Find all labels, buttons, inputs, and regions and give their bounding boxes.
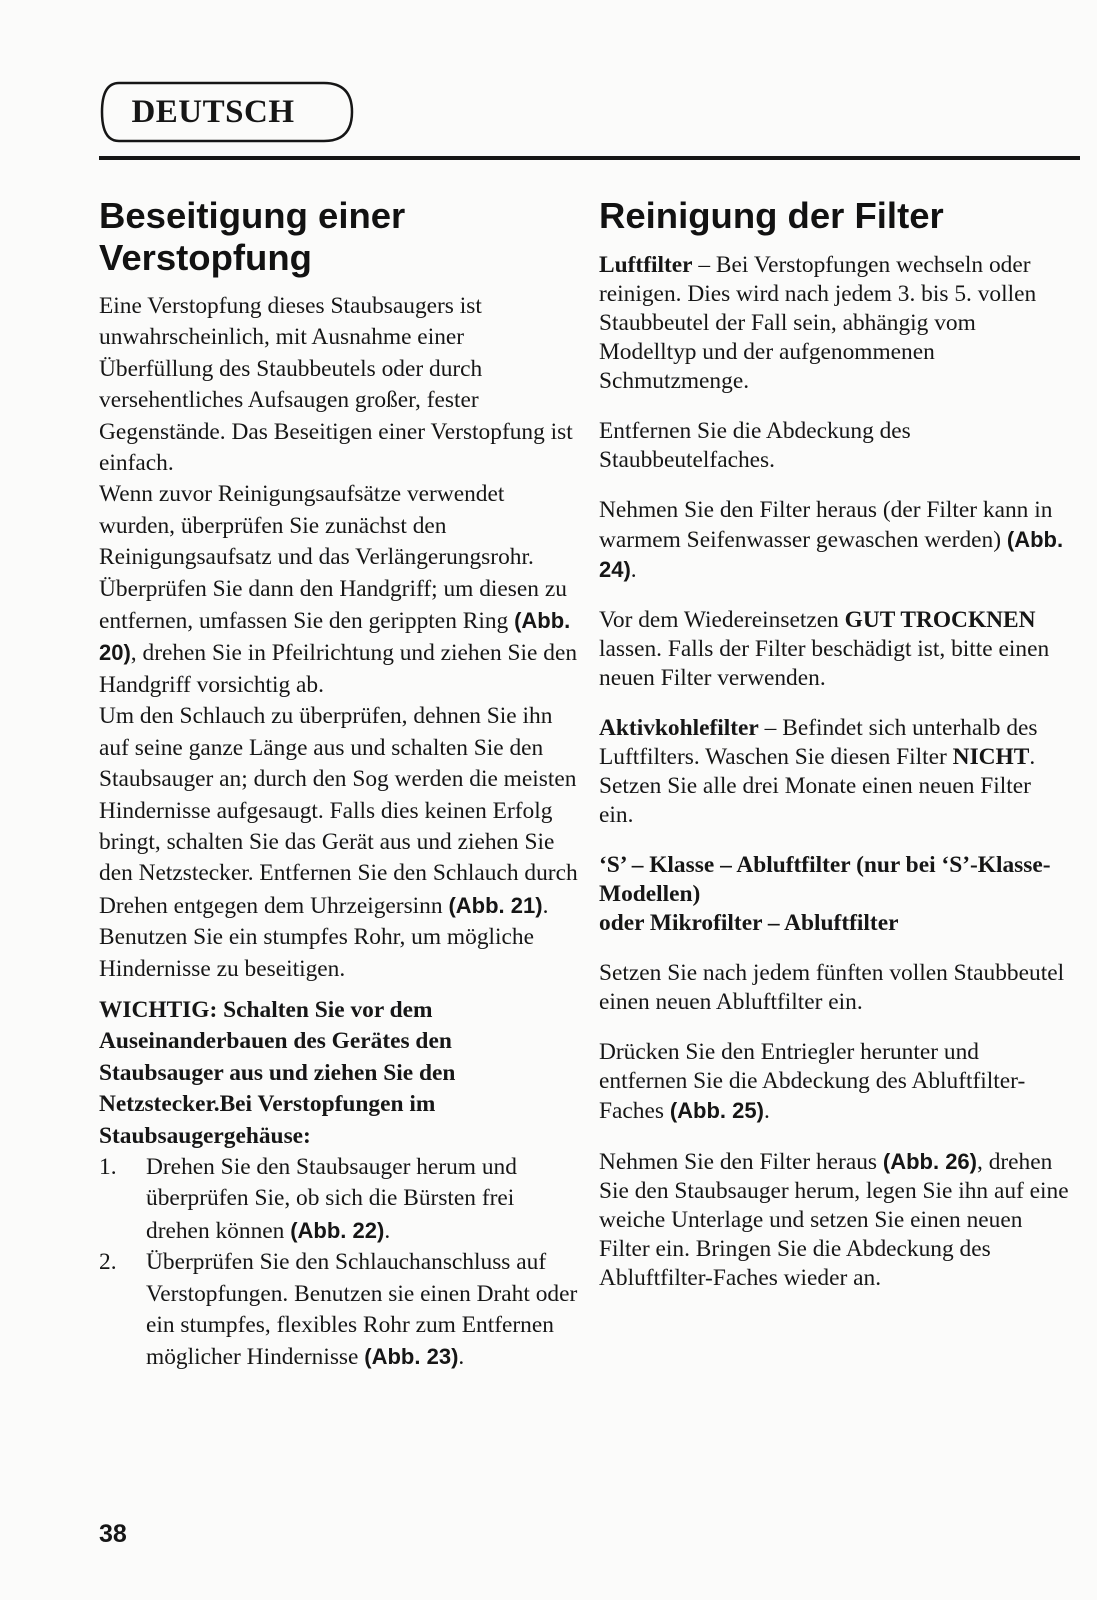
list-item: 1. Drehen Sie den Staubsauger herum und überprüfen Sie, ob sich die Bürsten frei drehen können (Abb. 22).	[99, 1153, 517, 1244]
warning-text: WICHTIG: Schalten Sie vor dem Auseinanderbauen des Gerätes den Staubsauger aus und ziehen Sie den Netzstecker.Bei Verstopfungen im Staubsaugergehäuse:	[99, 996, 456, 1149]
section-title-blockage: Beseitigung einer Verstopfung	[99, 195, 406, 278]
figure-reference: (Abb. 26)	[882, 1149, 977, 1174]
paragraph-air-filter: Luftfilter – Bei Verstopfungen wechseln oder reinigen. Dies wird nach jedem 3. bis 5. vollen Staubbeutel der Fall sein, abhängig vom Modelltyp und der aufgenommenen Schmutzmenge.	[599, 252, 1037, 394]
subheading-exhaust-filter: ‘S’ – Klasse – Abluftfilter (nur bei ‘S’-Klasse-Modellen) oder Mikrofilter – Abluftfilter	[599, 852, 1051, 936]
language-tab-label: DEUTSCH	[131, 93, 295, 130]
figure-reference: (Abb. 25)	[669, 1098, 764, 1123]
paragraph-latch: Drücken Sie den Entriegler herunter und entfernen Sie die Abdeckung des Abluftfilter-Faches (Abb. 25).	[599, 1039, 1026, 1124]
left-column	[99, 195, 579, 1374]
figure-reference: (Abb. 22)	[290, 1217, 385, 1243]
figure-reference: (Abb. 23)	[364, 1344, 459, 1370]
paragraph-cover: Entfernen Sie die Abdeckung des Staubbeutelfaches.	[599, 418, 911, 473]
paragraph-attachments: Wenn zuvor Reinigungsaufsätze verwendet wurden, überprüfen Sie zunächst den Reinigungsaufsatz und das Verlängerungsrohr. Überprüfen Sie dann den Handgriff; um diesen zu entfernen, umfassen Sie den gerippten Ring (Abb. 20), drehen Sie in Pfeilrichtung und ziehen Sie den Handgriff vorsichtig ab.	[99, 481, 578, 698]
section-title-filters: Reinigung der Filter	[599, 195, 944, 236]
paragraph-hose: Um den Schlauch zu überprüfen, dehnen Sie ihn auf seine ganze Länge aus und schalten Sie den Staubsauger an; durch den Sog werden die meisten Hindernisse aufgesaugt. Falls dies keinen Erfolg	[99, 703, 577, 824]
paragraph-hose-remove: bringt, schalten Sie das Gerät aus und ziehen Sie den Netzstecker. Entfernen Sie den Schlauch durch Drehen entgegen dem Uhrzeigersinn (Abb. 21). Benutzen Sie ein stumpfes Rohr, um mögliche Hindernisse zu beseitigen.	[99, 828, 578, 982]
figure-reference: (Abb. 20)	[99, 608, 571, 666]
paragraph-exhaust: Setzen Sie nach jedem fünften vollen Staubbeutel einen neuen Abluftfilter ein.	[599, 960, 1065, 1015]
page-number: 38	[99, 1520, 127, 1548]
steps-list	[99, 1152, 579, 1374]
paragraph-new-filter: Nehmen Sie den Filter heraus (Abb. 26), drehen Sie den Staubsauger herum, legen Sie ihn auf eine weiche Unterlage und setzen Sie einen neuen Filter ein. Bringen Sie die Abdeckung des Abluftfilter-Faches wieder an.	[599, 1149, 1069, 1291]
header-rule	[99, 156, 1080, 160]
paragraph-dry: Vor dem Wiedereinsetzen GUT TROCKNEN lassen. Falls der Filter beschädigt ist, bitte einen neuen Filter verwenden.	[599, 607, 1050, 691]
paragraph-carbon-filter: Aktivkohlefilter – Befindet sich unterhalb des Luftfilters. Waschen Sie diesen Filter NICHT. Setzen Sie alle drei Monate einen neuen Filter ein.	[599, 715, 1038, 828]
paragraph-intro: Eine Verstopfung dieses Staubsaugers ist unwahrscheinlich, mit Ausnahme einer Überfüllung des Staubbeutels oder durch versehentliches Aufsaugen großer, fester Gegenstände. Das Beseitigen einer Verstopfung ist einfach.	[99, 293, 573, 477]
language-tab	[99, 80, 357, 144]
paragraph-filter-out: Nehmen Sie den Filter heraus (der Filter kann in warmem Seifenwasser gewaschen werden) (Abb. 24).	[599, 497, 1064, 583]
figure-reference: (Abb. 24)	[599, 527, 1064, 582]
right-column	[599, 195, 1069, 1314]
figure-reference: (Abb. 21)	[448, 892, 543, 918]
list-item: 2. Überprüfen Sie den Schlauchanschluss auf Verstopfungen. Benutzen sie einen Draht oder ein stumpfes, flexibles Rohr zum Entfernen möglicher Hindernisse (Abb. 23).	[99, 1249, 578, 1371]
